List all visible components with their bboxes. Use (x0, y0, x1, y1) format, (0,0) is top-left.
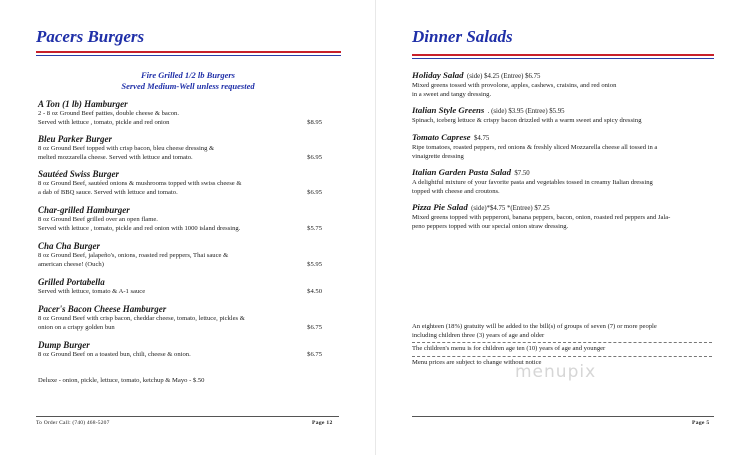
item-desc: Served with lettuce, tomato & A-1 sauce (38, 288, 146, 295)
salad-item (412, 105, 712, 126)
title-rule-blue (412, 58, 714, 59)
burgers-title: Pacers Burgers (36, 27, 145, 46)
item-price: $4.50 (307, 288, 322, 295)
item-price: $6.75 (307, 323, 322, 331)
menu-item (38, 340, 328, 360)
page-number: Page 5 (692, 420, 710, 426)
salad-prices: (side) $4.25 (Entree) $6.75 (466, 73, 541, 80)
salad-name: Tomato Caprese (412, 132, 471, 142)
page-number: Page 12 (312, 420, 333, 426)
item-desc: 8 oz Ground Beef topped with crisp bacon, bleu cheese dressing & melted mozzarella cheese. Served with lettuce and tomato. (38, 145, 215, 161)
item-name: Sautéed Swiss Burger (38, 169, 120, 179)
menu-item (38, 169, 328, 197)
salad-desc: Mixed greens topped with pepperoni, banana peppers, bacon, onion, roasted red peppers and Jala- peno peppers topped with our special onion straw dressing. (412, 214, 671, 230)
salad-name: Italian Garden Pasta Salad (412, 167, 511, 177)
item-desc: 8 oz Ground Beef with crisp bacon, cheddar cheese, tomato, lettuce, pickles & onion on a crispy golden bun (38, 315, 245, 331)
salad-prices: $7.50 (514, 170, 530, 177)
menupix-watermark: menupix (515, 362, 597, 382)
item-price: $6.75 (307, 351, 322, 358)
salad-item (412, 167, 712, 196)
order-phone: To Order Call: (740) 468-5207 (36, 420, 110, 426)
item-name: A Ton (1 lb) Hamburger (38, 99, 128, 109)
item-name: Cha Cha Burger (38, 241, 101, 251)
item-name: Pacer's Bacon Cheese Hamburger (38, 304, 167, 314)
deluxe-note: Deluxe - onion, pickle, lettuce, tomato, ketchup & Mayo - $.50 (38, 377, 205, 384)
item-desc: 8 oz Ground Beef on a toasted bun, chili, cheese & onion. (38, 351, 191, 358)
dashed-divider (412, 342, 712, 344)
title-rule-red (36, 51, 341, 53)
dashed-divider (412, 356, 712, 358)
item-name: Dump Burger (38, 340, 90, 350)
salad-prices: . (side) $3.95 (Entree) $5.95 (487, 108, 565, 115)
salads-title: Dinner Salads (412, 27, 513, 46)
salad-name: Holiday Salad (412, 70, 464, 80)
footer-rule (36, 416, 339, 417)
salad-item (412, 132, 712, 161)
footer-rule (412, 416, 714, 417)
title-rule-red (412, 54, 714, 56)
menu-item (38, 277, 328, 297)
gratuity-note: An eighteen (18%) gratuity will be added to the bill(s) of groups of seven (7) or more people including children three (3) years of age and older (412, 323, 657, 339)
item-name: Char-grilled Hamburger (38, 205, 130, 215)
item-price: $5.75 (307, 224, 322, 232)
childrens-note: The children's menu is for children age ten (10) years of age and younger (412, 345, 606, 353)
menu-item (38, 134, 328, 162)
item-desc: 8 oz Ground Beef, sautéed onions & mushrooms topped with swiss cheese & a dab of BBQ sauce. Served with lettuce and tomato. (38, 180, 242, 196)
item-price: $8.95 (307, 118, 322, 126)
burgers-subtitle-1: Fire Grilled 1/2 lb Burgers (141, 70, 235, 80)
title-rule-blue (36, 55, 341, 56)
salad-item (412, 70, 712, 99)
salad-item (412, 202, 712, 231)
salad-desc: Mixed greens tossed with provolone, apples, cashews, craisins, and red onion in a sweet and tangy dressing. (412, 82, 617, 98)
item-price: $6.95 (307, 153, 322, 161)
menu-item (38, 205, 328, 233)
menu-item (38, 304, 328, 332)
item-price: $6.95 (307, 188, 322, 196)
salad-prices: (side)*$4.75 *(Entree) $7.25 (471, 205, 550, 212)
salad-desc: Spinach, iceberg lettuce & crispy bacon drizzled with a warm sweet and spicy dressing (412, 117, 642, 124)
item-name: Grilled Portabella (38, 277, 105, 287)
item-desc: 8 oz Ground Beef grilled over an open flame. Served with lettuce , tomato, pickle and red onion with 1000 island dressing. (38, 216, 241, 232)
item-desc: 8 oz Ground Beef, jalapeño's, onions, roasted red peppers, Thai sauce & american cheese! (Ouch) (38, 252, 229, 268)
menu-item (38, 99, 328, 127)
menu-item (38, 241, 328, 269)
salad-prices: $4.75 (473, 135, 490, 142)
item-price: $5.95 (307, 260, 322, 268)
salad-desc: Ripe tomatoes, roasted peppers, red onions & freshly sliced Mozzarella cheese all tossed in a vinaigrette dressing (412, 144, 658, 160)
burgers-subtitle-2: Served Medium-Well unless requested (121, 81, 255, 91)
item-desc: 2 - 8 oz Ground Beef patties, double cheese & bacon. Served with lettuce , tomato, pickle and red onion (38, 110, 179, 126)
item-name: Bleu Parker Burger (38, 134, 113, 144)
salad-name: Italian Style Greens (412, 105, 485, 115)
salad-desc: A delightful mixture of your favorite pasta and vegetables tossed in creamy Italian dressing topped with cheese and croutons. (412, 179, 653, 195)
salad-name: Pizza Pie Salad (412, 202, 468, 212)
prices-note: Menu prices are subject to change without notice (412, 358, 542, 366)
notes-block (412, 323, 712, 367)
